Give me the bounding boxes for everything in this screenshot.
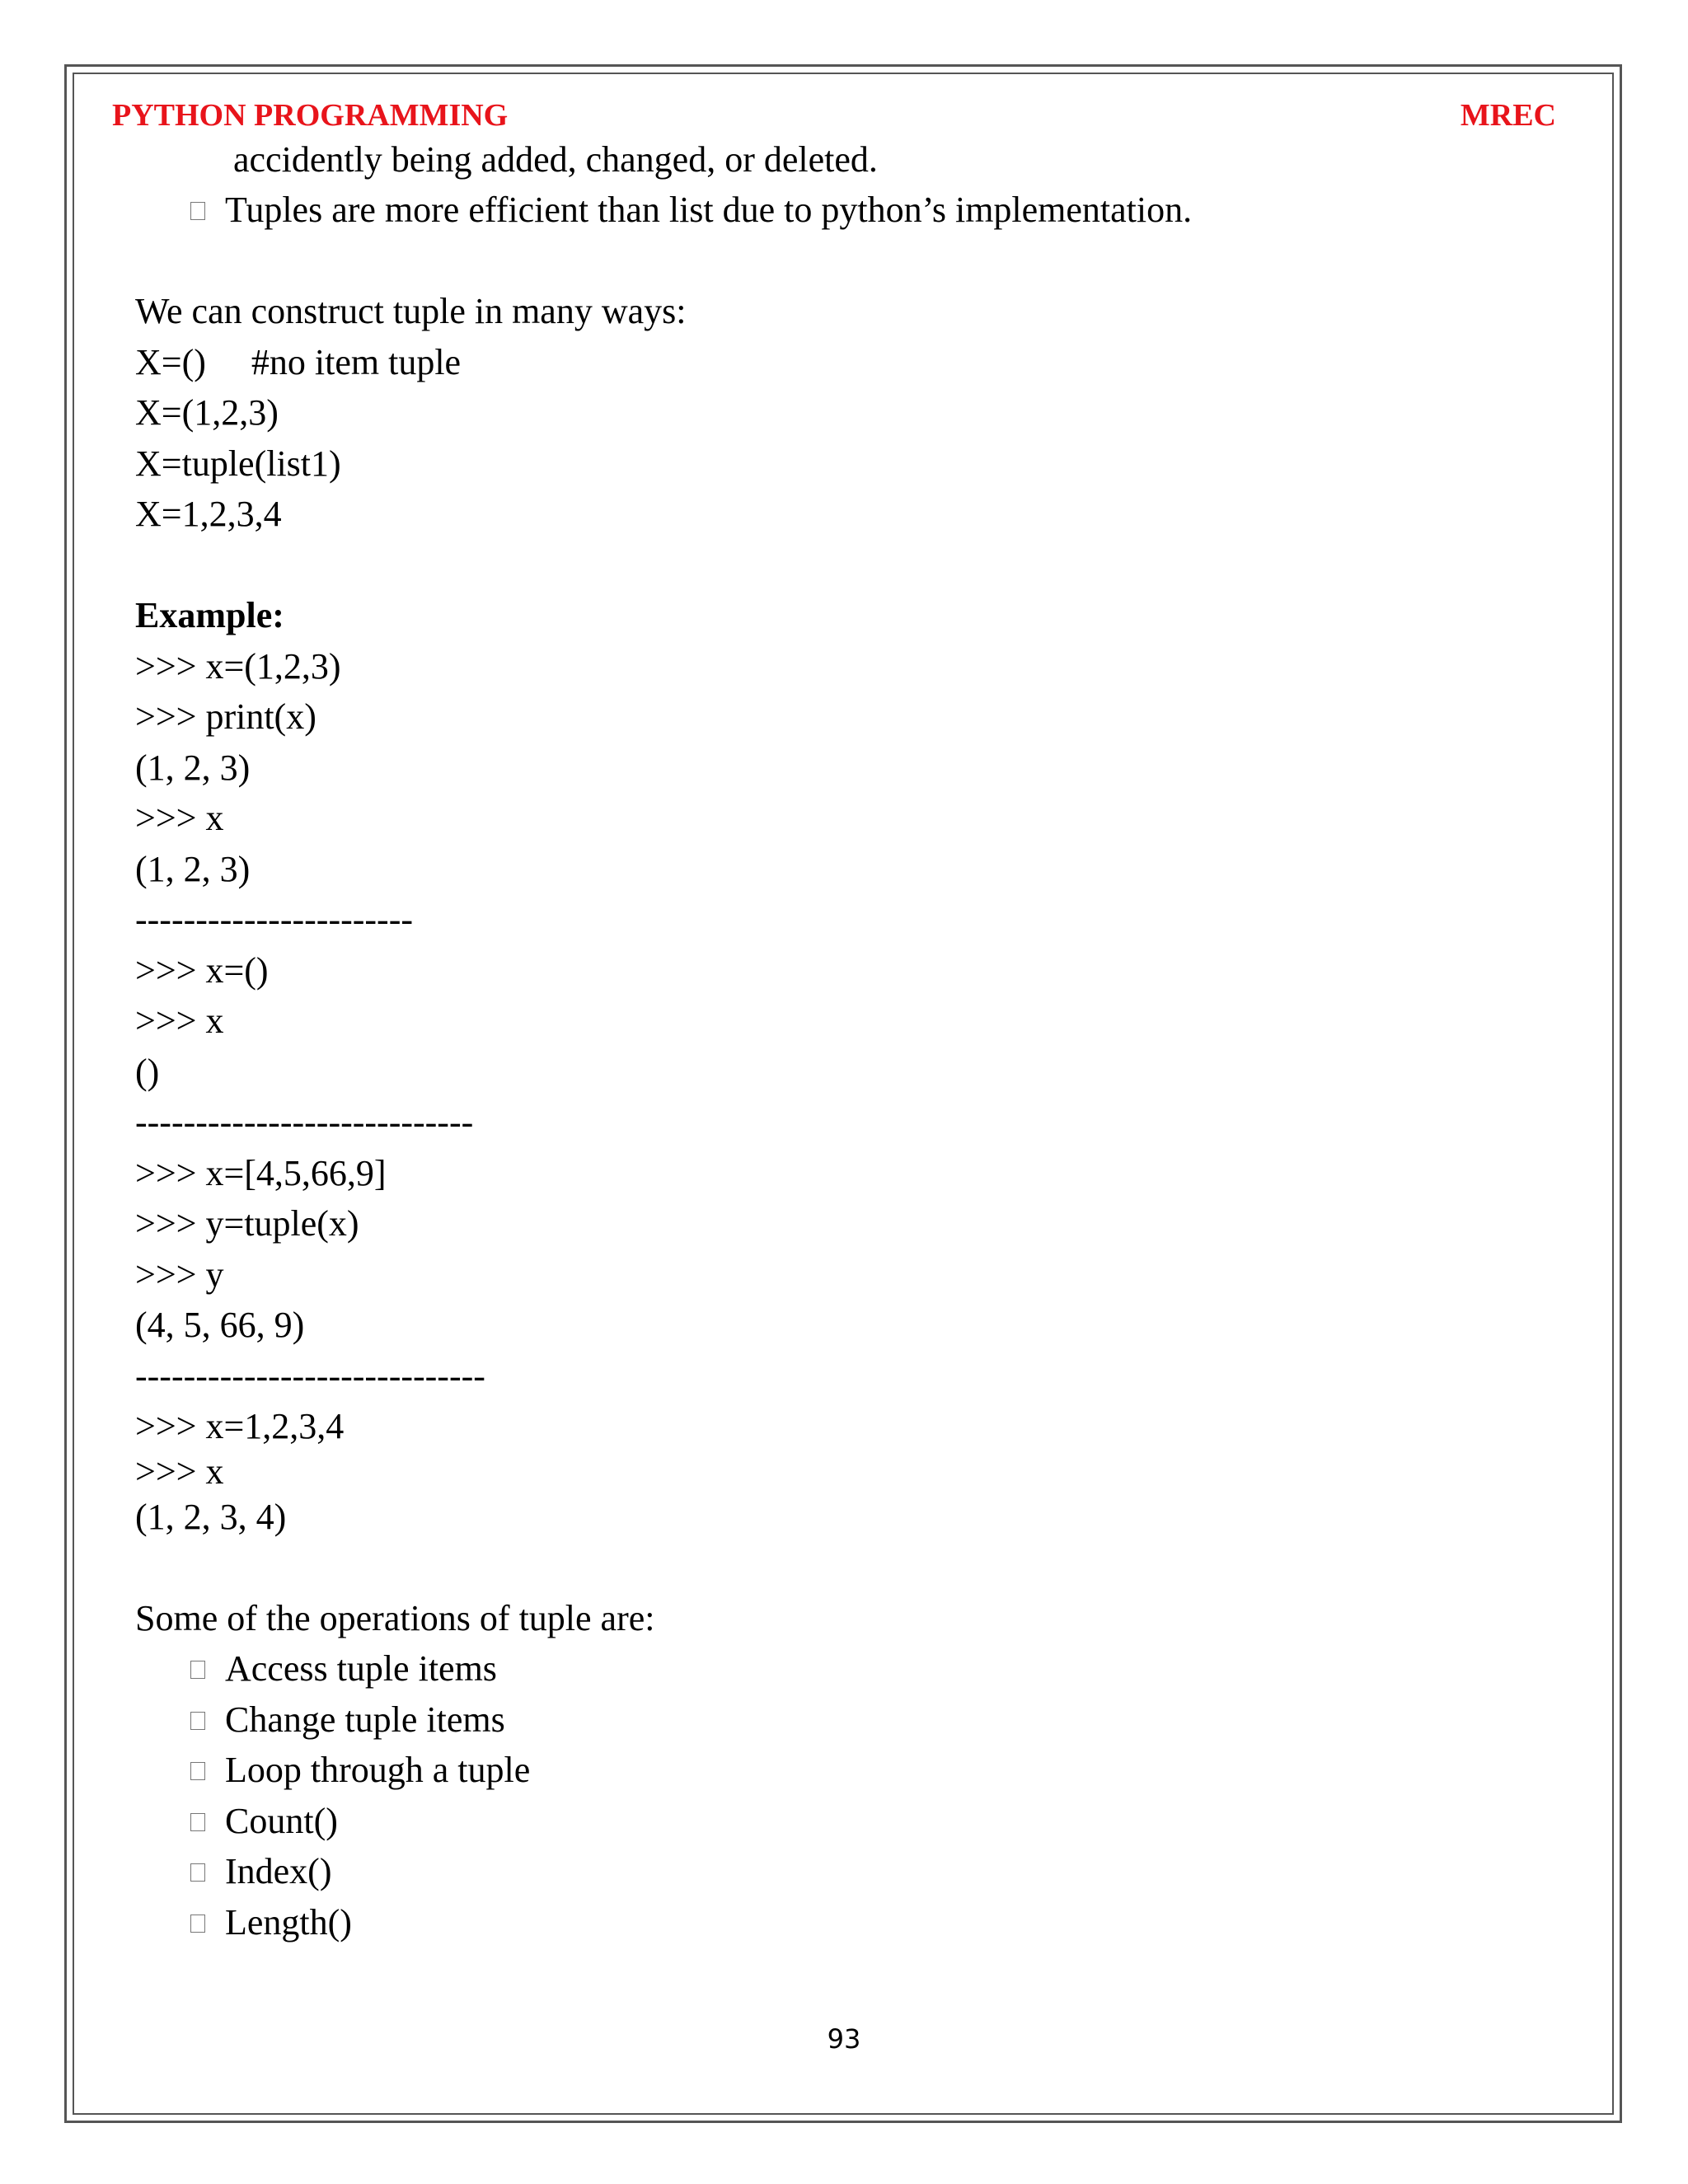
code-line: >>> y xyxy=(135,1254,224,1295)
separator: ----------------------------- xyxy=(135,1356,485,1396)
operation-label: Loop through a tuple xyxy=(225,1750,531,1790)
example-heading: Example: xyxy=(135,595,284,635)
construct-line: X=(1,2,3) xyxy=(135,392,279,433)
operation-item xyxy=(190,1699,505,1742)
operation-label: Count() xyxy=(225,1801,338,1841)
bullet-box-icon xyxy=(190,1762,205,1780)
page-number: 93 xyxy=(827,2023,861,2055)
construct-line: X=1,2,3,4 xyxy=(135,494,282,534)
code-line: >>> x=[4,5,66,9] xyxy=(135,1153,387,1193)
header-institution: MREC xyxy=(1460,98,1556,133)
code-line: >>> x=(1,2,3) xyxy=(135,646,341,687)
operation-item xyxy=(190,1647,497,1691)
code-line: >>> x xyxy=(135,1451,224,1492)
bullet-box-icon xyxy=(190,202,205,220)
bullet-text: Tuples are more efficient than list due to python’s implementation. xyxy=(225,190,1193,230)
operation-label: Index() xyxy=(225,1851,332,1891)
operations-heading: Some of the operations of tuple are: xyxy=(135,1598,655,1638)
bullet-box-icon xyxy=(190,1712,205,1730)
code-line: () xyxy=(135,1052,160,1092)
bullet-item-efficiency xyxy=(190,189,1192,232)
construct-line: X=() #no item tuple xyxy=(135,342,462,382)
separator: ---------------------------- xyxy=(135,1102,474,1142)
operation-item xyxy=(190,1749,530,1793)
bullet-box-icon xyxy=(190,1915,205,1933)
code-line: (1, 2, 3) xyxy=(135,849,251,889)
code-line: (1, 2, 3) xyxy=(135,748,251,788)
operation-label: Length() xyxy=(225,1902,352,1943)
code-line: (4, 5, 66, 9) xyxy=(135,1305,305,1345)
continued-text: accidently being added, changed, or deleted. xyxy=(233,139,878,180)
operation-item xyxy=(190,1800,338,1844)
code-line: >>> y=tuple(x) xyxy=(135,1203,359,1244)
code-line: >>> x=() xyxy=(135,950,269,991)
code-line: (1, 2, 3, 4) xyxy=(135,1497,287,1537)
code-line: >>> print(x) xyxy=(135,696,316,737)
bullet-box-icon xyxy=(190,1813,205,1831)
bullet-box-icon xyxy=(190,1661,205,1679)
construct-line: X=tuple(list1) xyxy=(135,443,341,484)
operation-label: Change tuple items xyxy=(225,1699,505,1740)
operation-label: Access tuple items xyxy=(225,1648,497,1689)
separator: ----------------------- xyxy=(135,899,414,940)
bullet-box-icon xyxy=(190,1863,205,1882)
header-title: PYTHON PROGRAMMING xyxy=(112,98,509,133)
code-line: >>> x=1,2,3,4 xyxy=(135,1406,345,1446)
code-line: >>> x xyxy=(135,798,224,838)
code-line: >>> x xyxy=(135,1001,224,1041)
operation-item xyxy=(190,1850,332,1894)
construct-heading: We can construct tuple in many ways: xyxy=(135,291,687,331)
operation-item xyxy=(190,1901,352,1945)
